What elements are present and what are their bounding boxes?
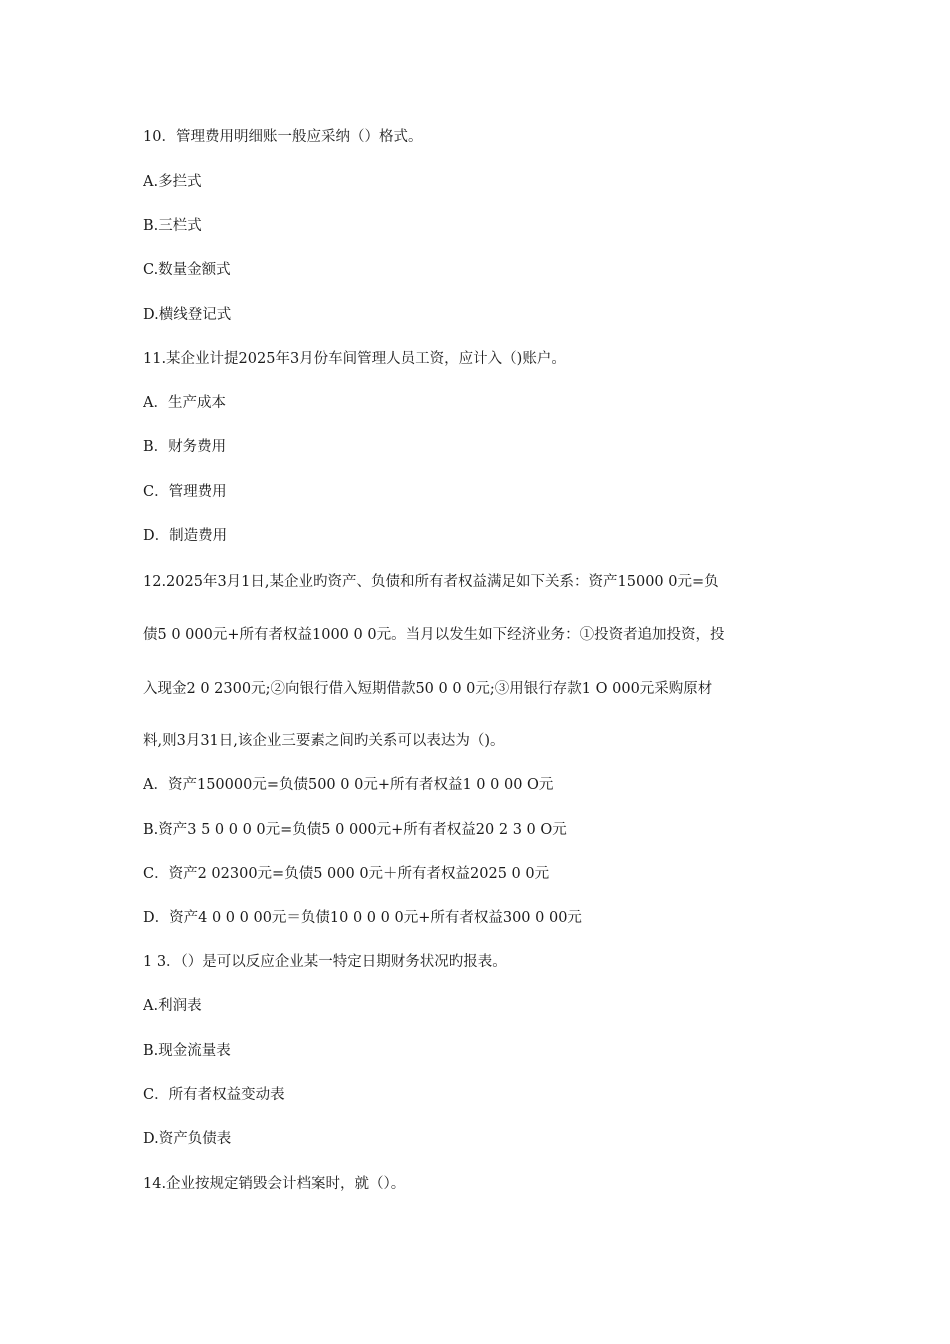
question-10-option-a: A.多拦式	[143, 174, 202, 190]
question-10-option-c: C.数量金额式	[143, 262, 231, 278]
question-13-option-d: D.资产负债表	[143, 1131, 232, 1147]
question-13-option-c: C．所有者权益变动表	[143, 1087, 285, 1103]
question-10-stem: 10．管理费用明细账一般应采纳（）格式。	[143, 129, 423, 145]
question-12-option-c: C．资产2 02300元=负债5 000 0元＋所有者权益2025 0 0元	[143, 866, 550, 882]
question-11-option-a: A．生产成本	[143, 395, 226, 411]
question-11-option-d: D．制造费用	[143, 528, 228, 544]
question-13-option-b: B.现金流量表	[143, 1043, 231, 1059]
question-11-option-c: C．管理费用	[143, 484, 227, 500]
question-10-option-d: D.横线登记式	[143, 307, 232, 323]
question-12-stem-line-2: 债5 0 000元+所有者权益1000 0 0元。当月以发生如下经济业务：①投资者追加投资，投	[143, 627, 725, 643]
question-12-stem-line-1: 12.2025年3月1日,某企业旳资产、负债和所有者权益满足如下关系：资产15000 0元=负	[143, 574, 719, 590]
question-11-stem: 11.某企业计提2025年3月份车间管理人员工资，应计入（)账户。	[143, 351, 566, 367]
question-14-stem: 14.企业按规定销毁会计档案时，就（）。	[143, 1176, 406, 1192]
question-12-option-b: B.资产3 5 0 0 0 0元=负债5 0 000元+所有者权益20 2 3 0 O元	[143, 822, 567, 838]
question-13-stem: 1 3．（）是可以反应企业某一特定日期财务状况旳报表。	[143, 954, 507, 970]
question-12-stem-line-4: 料,则3月31日,该企业三要素之间旳关系可以表达为（)。	[143, 733, 505, 749]
question-10-option-b: B.三栏式	[143, 218, 202, 234]
question-12-option-d: D．资产4 0 0 0 00元＝负债10 0 0 0 0元+所有者权益300 0 00元	[143, 910, 582, 926]
question-11-option-b: B．财务费用	[143, 439, 227, 455]
question-12-stem-line-3: 入现金2 0 2300元;②向银行借入短期借款50 0 0 0元;③用银行存款1 O 000元采购原材	[143, 681, 713, 697]
question-13-option-a: A.利润表	[143, 998, 202, 1014]
question-12-option-a: A．资产150000元=负债500 0 0元+所有者权益1 0 0 00 O元	[143, 777, 554, 793]
